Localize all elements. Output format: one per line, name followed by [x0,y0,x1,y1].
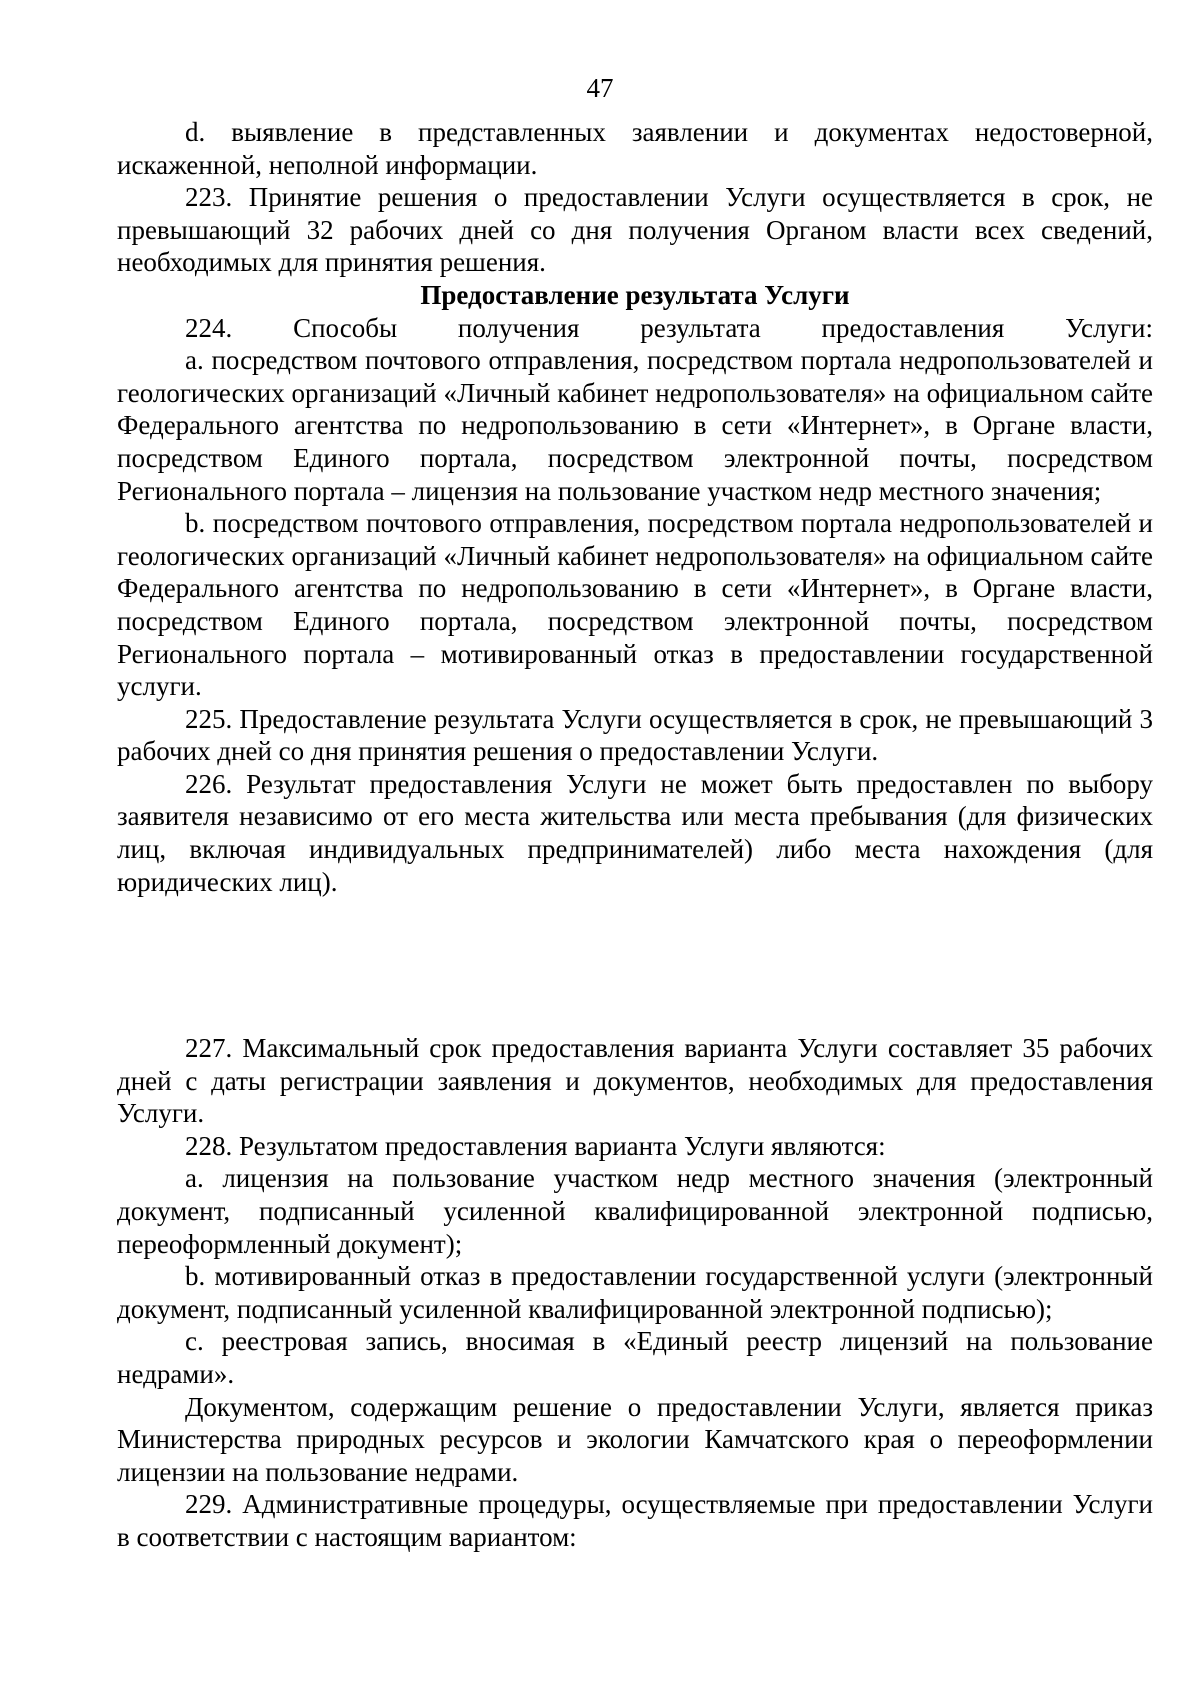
text-block-upper [117,116,1153,898]
paragraph-228-c: c. реестровая запись, вносимая в «Единый реестр лицензий на пользование недрами». [117,1326,1153,1389]
page-number: 47 [586,73,614,103]
paragraph-225: 225. Предоставление результата Услуги осуществляется в срок, не превышающий 3 рабочих дней со дня принятия решения о предоставлении Услуги. [117,703,1153,767]
paragraph-228: 228. Результатом предоставления варианта Услуги являются: [185,1130,886,1161]
text-block-lower [117,1032,1153,1554]
paragraph-item-d: d. выявление в представленных заявлении и документах недостоверной, искаженной, неполной информации. [117,117,1153,180]
paragraph-decision-document: Документом, содержащим решение о предоставлении Услуги, является приказ Министерства природных ресурсов и экологии Камчатского края о переоформлении лицензии на пользование недрами. [117,1391,1153,1487]
paragraph-223: 223. Принятие решения о предоставлении Услуги осуществляется в срок, не превышающий 32 рабочих дней со дня получения Органом власти всех сведений, необходимых для принятия решения. [117,182,1153,278]
paragraph-227: 227. Максимальный срок предоставления варианта Услуги составляет 35 рабочих дней с даты регистрации заявления и документов, необходимых для предоставления Услуги. [117,1033,1153,1129]
paragraph-226: 226. Результат предоставления Услуги не может быть предоставлен по выбору заявителя независимо от его места жительства или места пребывания (для физических лиц, включая индивидуальных предпринимателей) либо места нахождения (для юридических лиц). [117,768,1153,897]
paragraph-228-a: a. лицензия на пользование участком недр местного значения (электронный документ, подписанный усиленной квалифицированной электронной подписью, переоформленный документ); [117,1163,1153,1259]
paragraph-229: 229. Административные процедуры, осуществляемые при предоставлении Услуги в соответствии с настоящим вариантом: [117,1489,1153,1552]
paragraph-224-a: a. посредством почтового отправления, посредством портала недропользователей и геологических организаций «Личный кабинет недропользователя» на официальном сайте Федерального агентства по недропользованию в сети «Интернет», в Органе власти, посредством Единого портала, посредством электронной почты, посредством Регионального портала – лицензия на пользование участком недр местного значения; [117,345,1153,506]
paragraph-224-b: b. посредством почтового отправления, посредством портала недропользователей и геологических организаций «Личный кабинет недропользователя» на официальном сайте Федерального агентства по недропользованию в сети «Интернет», в Органе власти, посредством Единого портала, посредством электронной почты, посредством Регионального портала – мотивированный отказ в предоставлении государственной услуги. [117,508,1153,702]
paragraph-224: 224. Способы получения результата предоставления Услуги: [185,312,1153,343]
paragraph-228-b: b. мотивированный отказ в предоставлении государственной услуги (электронный документ, подписанный усиленной квалифицированной электронной подписью); [117,1261,1153,1324]
section-heading: Предоставление результата Услуги [420,279,850,310]
